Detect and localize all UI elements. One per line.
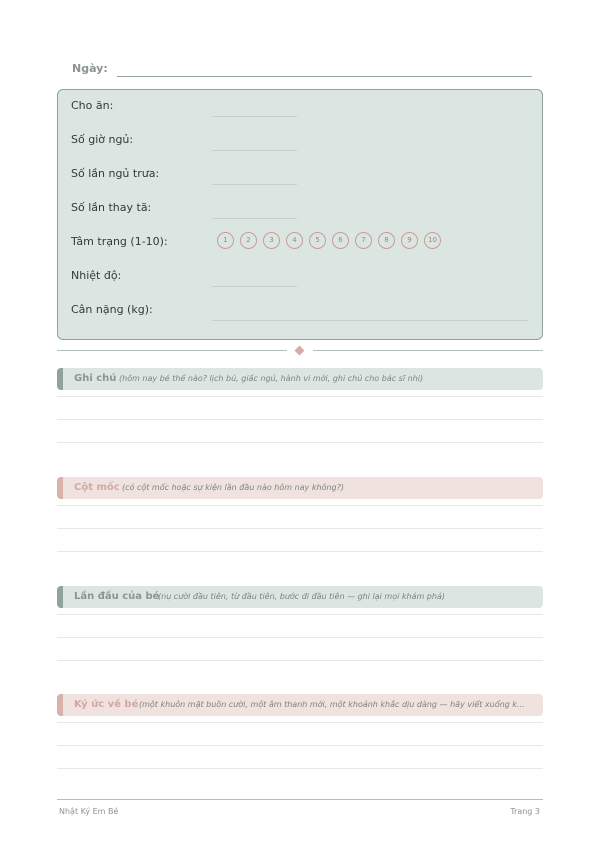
memories-line-3[interactable] bbox=[57, 768, 543, 769]
mood-option-9[interactable]: 9 bbox=[401, 232, 418, 249]
milestones-line-2[interactable] bbox=[57, 528, 543, 529]
date-label: Ngày: bbox=[72, 62, 108, 75]
notes-title: Ghi chú bbox=[74, 373, 117, 384]
firsts-title: Lần đầu của bé bbox=[74, 591, 160, 602]
memories-accent-bar bbox=[57, 694, 63, 716]
weight-field[interactable] bbox=[212, 320, 528, 321]
daily-log-panel bbox=[57, 89, 543, 340]
milestones-hint: (có cột mốc hoặc sự kiện lần đầu nào hôm nay không?) bbox=[122, 483, 344, 492]
notes-hint: (hôm nay bé thế nào? lịch bú, giấc ngủ, hành vi mới, ghi chú cho bác sĩ nhi) bbox=[119, 374, 424, 383]
notes-line-3[interactable] bbox=[57, 442, 543, 443]
memories-hint: (một khuôn mặt buồn cười, một âm thanh mới, một khoảnh khắc dịu dàng — hãy viết xuống k... bbox=[139, 700, 525, 709]
temperature-field[interactable] bbox=[212, 286, 297, 287]
weight-label: Cân nặng (kg): bbox=[71, 303, 153, 316]
naps-label: Số lần ngủ trưa: bbox=[71, 167, 160, 180]
sleep-hours-field[interactable] bbox=[212, 150, 297, 151]
milestones-title: Cột mốc bbox=[74, 482, 120, 493]
memories-line-2[interactable] bbox=[57, 745, 543, 746]
memories-title: Ký ức về bé bbox=[74, 699, 139, 710]
notes-line-2[interactable] bbox=[57, 419, 543, 420]
notes-line-1[interactable] bbox=[57, 396, 543, 397]
mood-option-6[interactable]: 6 bbox=[332, 232, 349, 249]
milestones-header bbox=[57, 477, 543, 499]
mood-option-2[interactable]: 2 bbox=[240, 232, 257, 249]
page-number: Trang 3 bbox=[510, 807, 540, 816]
memories-line-1[interactable] bbox=[57, 722, 543, 723]
mood-option-3[interactable]: 3 bbox=[263, 232, 280, 249]
mood-label: Tâm trạng (1-10): bbox=[71, 235, 168, 248]
mood-option-8[interactable]: 8 bbox=[378, 232, 395, 249]
mood-option-1[interactable]: 1 bbox=[217, 232, 234, 249]
firsts-line-1[interactable] bbox=[57, 614, 543, 615]
footer-divider bbox=[57, 799, 543, 800]
firsts-header bbox=[57, 586, 543, 608]
date-input-line[interactable] bbox=[117, 76, 532, 77]
firsts-line-3[interactable] bbox=[57, 660, 543, 661]
milestones-accent-bar bbox=[57, 477, 63, 499]
naps-field[interactable] bbox=[212, 184, 297, 185]
firsts-accent-bar bbox=[57, 586, 63, 608]
notes-header bbox=[57, 368, 543, 390]
mood-option-4[interactable]: 4 bbox=[286, 232, 303, 249]
footer-title: Nhật Ký Em Bé bbox=[59, 807, 119, 816]
milestones-line-3[interactable] bbox=[57, 551, 543, 552]
notes-accent-bar bbox=[57, 368, 63, 390]
diapers-field[interactable] bbox=[212, 218, 297, 219]
memories-header bbox=[57, 694, 543, 716]
firsts-line-2[interactable] bbox=[57, 637, 543, 638]
mood-option-10[interactable]: 10 bbox=[424, 232, 441, 249]
milestones-line-1[interactable] bbox=[57, 505, 543, 506]
date-row bbox=[72, 62, 532, 80]
firsts-hint: (nụ cười đầu tiên, từ đầu tiên, bước đi đầu tiên — ghi lại mọi khám phá) bbox=[158, 592, 445, 601]
divider-left bbox=[57, 350, 287, 351]
temperature-label: Nhiệt độ: bbox=[71, 269, 122, 282]
diapers-label: Số lần thay tã: bbox=[71, 201, 152, 214]
mood-option-5[interactable]: 5 bbox=[309, 232, 326, 249]
sleep-hours-label: Số giờ ngủ: bbox=[71, 133, 134, 146]
feeding-label: Cho ăn: bbox=[71, 99, 114, 112]
feeding-field[interactable] bbox=[212, 116, 297, 117]
mood-option-7[interactable]: 7 bbox=[355, 232, 372, 249]
divider-right bbox=[313, 350, 543, 351]
diamond-ornament-icon bbox=[295, 346, 305, 356]
